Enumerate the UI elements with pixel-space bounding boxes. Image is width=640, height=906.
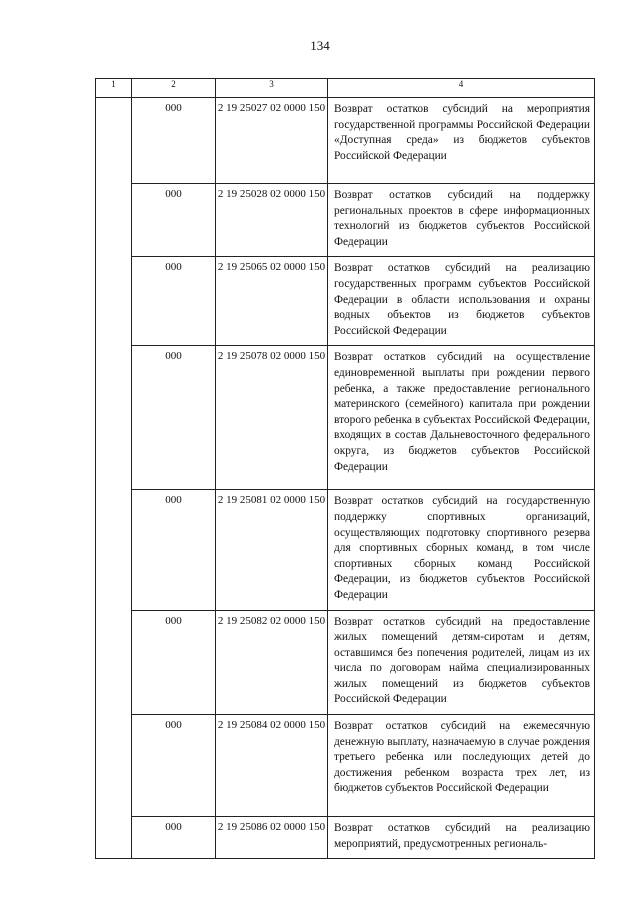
budget-classification-table (95, 78, 595, 859)
admin-code-cell: 000 (132, 715, 216, 817)
description-cell: Возврат остатков субсидий на предоставление жилых помещений детям-сиротам и детям, оставшимся без попечения родителей, лицам из их числа по договорам найма специализированных жилых помещений из бюджетов субъектов Российской Федерации (328, 610, 595, 715)
empty-first-column (96, 98, 132, 859)
budget-code-cell: 2 19 25028 02 0000 150 (216, 184, 328, 257)
description-cell: Возврат остатков субсидий на мероприятия государственной программы Российской Федерации «Доступная среда» из бюджетов субъектов Российской Федерации (328, 98, 595, 184)
table-row (96, 610, 595, 715)
description-cell: Возврат остатков субсидий на осуществление единовременной выплаты при рождении первого ребенка, а также предоставление регионального материнского (семейного) капитала при рождении второго ребенка в субъектах Российской Федерации, входящих в состав Дальневосточного федерального округа, из бюджетов субъектов Российской Федерации (328, 346, 595, 490)
table-row (96, 715, 595, 817)
admin-code-cell: 000 (132, 184, 216, 257)
admin-code-cell: 000 (132, 98, 216, 184)
table-row (96, 490, 595, 610)
budget-code-cell: 2 19 25078 02 0000 150 (216, 346, 328, 490)
column-header-1: 1 (96, 79, 132, 98)
budget-code-cell: 2 19 25027 02 0000 150 (216, 98, 328, 184)
table-row (96, 346, 595, 490)
description-cell: Возврат остатков субсидий на поддержку региональных проектов в сфере информационных технологий из бюджетов субъектов Российской Федерации (328, 184, 595, 257)
description-cell: Возврат остатков субсидий на государственную поддержку спортивных организаций, осуществляющих подготовку спортивного резерва для спортивных сборных команд, в том числе спортивных сборных команд Российской Федерации, из бюджетов субъектов Российской Федерации (328, 490, 595, 610)
description-cell: Возврат остатков субсидий на реализацию мероприятий, предусмотренных региональ- (328, 817, 595, 859)
admin-code-cell: 000 (132, 817, 216, 859)
budget-code-cell: 2 19 25065 02 0000 150 (216, 257, 328, 346)
column-number-header-row (96, 79, 595, 98)
column-header-4: 4 (328, 79, 595, 98)
page-number: 134 (310, 38, 330, 53)
budget-code-cell: 2 19 25086 02 0000 150 (216, 817, 328, 859)
budget-code-cell: 2 19 25081 02 0000 150 (216, 490, 328, 610)
table-row (96, 817, 595, 859)
budget-code-cell: 2 19 25082 02 0000 150 (216, 610, 328, 715)
admin-code-cell: 000 (132, 610, 216, 715)
description-cell: Возврат остатков субсидий на ежемесячную денежную выплату, назначаемую в случае рождения третьего ребенка или последующих детей до достижения ребенком возраста трех лет, из бюджетов субъектов Российской Федерации (328, 715, 595, 817)
budget-code-cell: 2 19 25084 02 0000 150 (216, 715, 328, 817)
admin-code-cell: 000 (132, 490, 216, 610)
admin-code-cell: 000 (132, 346, 216, 490)
column-header-2: 2 (132, 79, 216, 98)
table-row (96, 184, 595, 257)
column-header-3: 3 (216, 79, 328, 98)
admin-code-cell: 000 (132, 257, 216, 346)
description-cell: Возврат остатков субсидий на реализацию государственных программ субъектов Российской Федерации в области использования и охраны водных объектов из бюджетов субъектов Российской Федерации (328, 257, 595, 346)
table-row (96, 257, 595, 346)
table-row (96, 98, 595, 184)
